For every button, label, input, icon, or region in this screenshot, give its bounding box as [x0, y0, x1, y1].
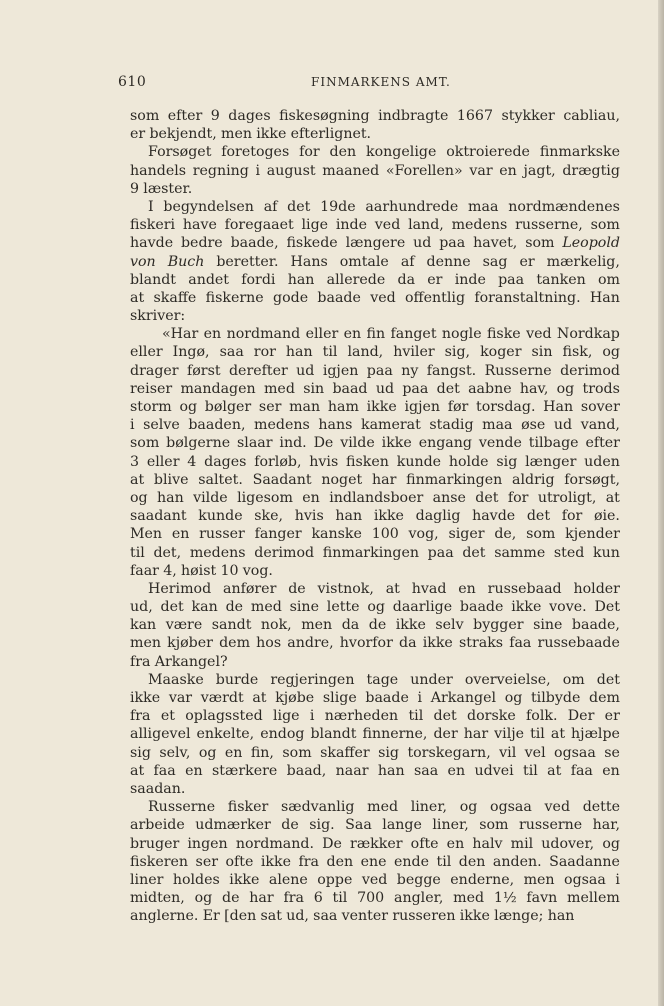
text-line: fra Arkangel?	[130, 653, 228, 670]
text-line: og han vilde ligesom en indlandsboer anse det for utroligt, at	[130, 489, 620, 506]
text-line: at skaffe fiskerne gode baade ved offentlig foranstaltning. Han	[130, 289, 620, 306]
text-line: Forsøget foretoges for den kongelige oktroierede finmarkske	[148, 144, 620, 161]
paragraph	[130, 198, 620, 325]
text-line: drager først derefter ud igjen paa ny fangst. Russerne derimod	[130, 362, 620, 379]
text-line: alligevel enkelte, endog blandt finnerne, der har vilje til at hjælpe	[130, 726, 620, 743]
text-line: Herimod anfører de vistnok, at hvad en russebaad holder	[148, 580, 620, 597]
text-line: 3 eller 4 dages forløb, hvis fisken kunde holde sig længer uden	[130, 453, 620, 470]
page-edge	[658, 0, 664, 1006]
text-line: handels regning i august maaned «Forellen» var en jagt, drægtig	[130, 162, 620, 179]
text-line: storm og bølger ser man ham ikke igjen før torsdag. Han sover	[130, 399, 620, 415]
text-line: arbeide udmærker de sig. Saa lange liner, som russerne har,	[130, 817, 620, 834]
text-line: faar 4, høist 10 vog.	[130, 562, 273, 579]
text-line: midten, og de har fra 6 til 700 angler, med 1½ favn mellem	[130, 890, 620, 907]
text-line: liner holdes ikke alene oppe ved begge enderne, men ogsaa i	[130, 871, 620, 888]
text-line: Russerne fisker sædvanlig med liner, og ogsaa ved dette	[148, 799, 620, 816]
text-line: kan være sandt nok, men da de ikke selv bygger sine baade,	[130, 617, 620, 634]
paragraph	[130, 580, 620, 671]
text-line: Maaske burde regjeringen tage under overveielse, om det	[148, 671, 620, 688]
text-line: sig selv, og en fin, som skaffer sig torskegarn, vil vel ogsaa se	[130, 744, 620, 761]
text-line: 9 læster.	[130, 180, 193, 197]
text-line: havde bedre baade, fiskede længere ud paa havet, som Leopold	[130, 235, 620, 252]
paragraph	[130, 107, 620, 143]
text-line: saadan.	[130, 780, 186, 797]
body-text	[130, 107, 620, 925]
text-line: saadant kunde ske, hvis han ikke daglig havde det for øie.	[130, 508, 620, 525]
text-line: I begyndelsen af det 19de aarhundrede maa nordmændenes	[148, 198, 620, 215]
text-line: at blive saltet. Saadant noget har finmarkingen aldrig forsøgt,	[130, 471, 620, 488]
text-line: men kjøber dem hos andre, hvorfor da ikke straks faa russebaade	[130, 635, 620, 652]
text-line: reiser mandagen med sin baad ud paa det aabne hav, og trods	[130, 380, 620, 397]
text-line: fiskeri have foregaaet lige inde ved land, medens russerne, som	[130, 217, 620, 234]
text-line: som bølgerne slaar ind. De vilde ikke engang vende tilbage efter	[130, 435, 620, 452]
page-number: 610	[118, 74, 147, 90]
text-line: at faa en stærkere baad, naar han saa en udvei til at faa en	[130, 762, 620, 779]
text-line: som efter 9 dages fiskesøgning indbragte 1667 stykker cabliau,	[130, 108, 620, 124]
page-header	[118, 74, 622, 94]
paragraph	[130, 671, 620, 798]
running-title: FINMARKENS AMT.	[311, 75, 451, 89]
paragraph	[130, 143, 620, 198]
text-line: von Buch beretter. Hans omtale af denne sag er mærkelig,	[130, 253, 620, 270]
text-line: bruger ingen nordmand. De rækker ofte en halv mil udover, og	[130, 835, 620, 852]
text-line: blandt andet fordi han allerede da er inde paa tanken om	[130, 271, 620, 288]
text-line: er bekjendt, men ikke efterlignet.	[130, 126, 372, 143]
text-line: Men en russer fanger kanske 100 vog, siger de, som kjender	[130, 526, 620, 543]
text-line: fiskeren ser ofte ikke fra den ene ende til den anden. Saadanne	[130, 853, 620, 870]
text-line: ud, det kan de med sine lette og daarlige baade ikke vove. Det	[130, 599, 620, 616]
text-line: skriver:	[130, 308, 186, 325]
text-line: ikke var værdt at kjøbe slige baade i Arkangel og tilbyde dem	[130, 690, 620, 706]
text-line: eller Ingø, saa ror han til land, hviler sig, koger sin fisk, og	[130, 344, 620, 361]
text-line: fra et oplagssted lige i nærheden til det dorske folk. Der er	[130, 708, 620, 725]
paragraph	[130, 798, 620, 925]
text-line: til det, medens derimod finmarkingen paa det samme sted kun	[130, 544, 620, 561]
paragraph	[130, 325, 620, 580]
text-line: i selve baaden, medens hans kamerat stadig maa øse ud vand,	[130, 417, 620, 434]
text-line: anglerne. Er [den sat ud, saa venter russeren ikke længe; han	[130, 908, 575, 925]
text-line: «Har en nordmand eller en fin fanget nogle fiske ved Nordkap	[162, 326, 620, 343]
